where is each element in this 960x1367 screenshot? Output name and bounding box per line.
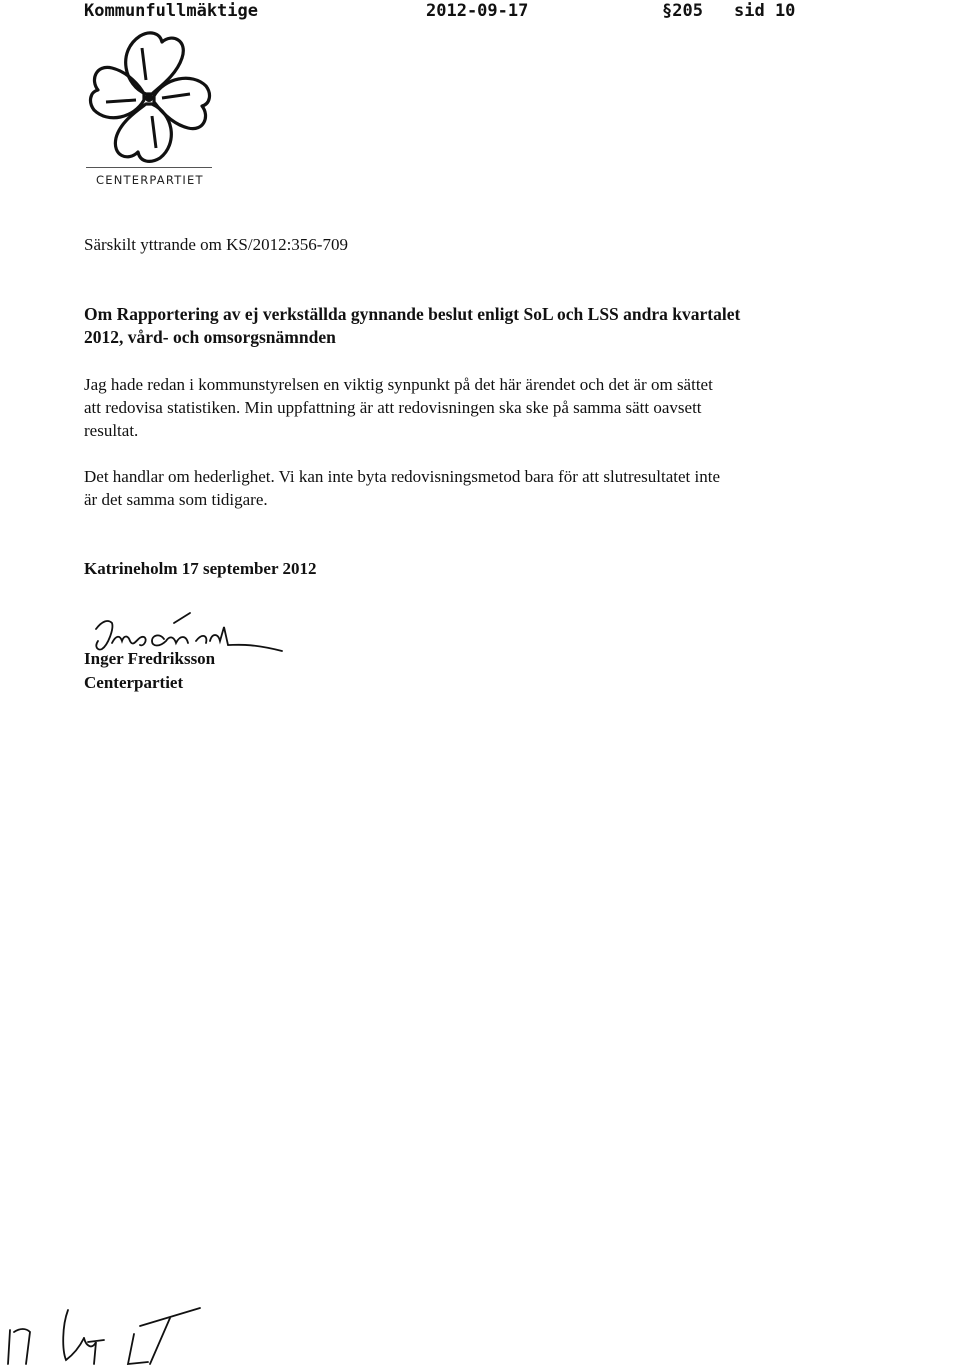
signer-party: Centerpartiet [84, 673, 184, 692]
place-and-date: Katrineholm 17 september 2012 [84, 559, 317, 578]
header-date: 2012-09-17 [426, 1, 529, 21]
heading-line: Om Rapportering av ej verkställda gynnande beslut enligt SoL och LSS andra kvartalet [84, 304, 741, 324]
header-page-number: sid 10 [734, 1, 796, 21]
logo-label: CENTERPARTIET [96, 173, 204, 187]
heading-line: 2012, vård- och omsorgsnämnden [84, 327, 336, 347]
document-reference: Särskilt yttrande om KS/2012:356-709 [84, 235, 348, 254]
four-leaf-clover-icon [80, 28, 220, 168]
header-paragraph-number: §205 [662, 1, 703, 21]
logo-divider [86, 167, 212, 168]
header-body-name: Kommunfullmäktige [84, 1, 258, 21]
paragraph [84, 465, 884, 511]
paragraph-line: Jag hade redan i kommunstyrelsen en viktig synpunkt på det här ärendet och det är om sättet [84, 375, 713, 394]
paragraph-line: resultat. [84, 421, 139, 440]
document-heading [84, 303, 884, 349]
signer-name: Inger Fredriksson [84, 649, 216, 668]
paragraph [84, 373, 884, 442]
handwritten-initials [0, 1290, 220, 1367]
paragraph-line: Det handlar om hederlighet. Vi kan inte byta redovisningsmetod bara för att slutresultatet inte [84, 467, 720, 486]
paragraph-line: att redovisa statistiken. Min uppfattning är att redovisningen ska ske på samma sätt oavsett [84, 398, 702, 417]
paragraph-line: är det samma som tidigare. [84, 490, 268, 509]
page-header [0, 1, 960, 29]
